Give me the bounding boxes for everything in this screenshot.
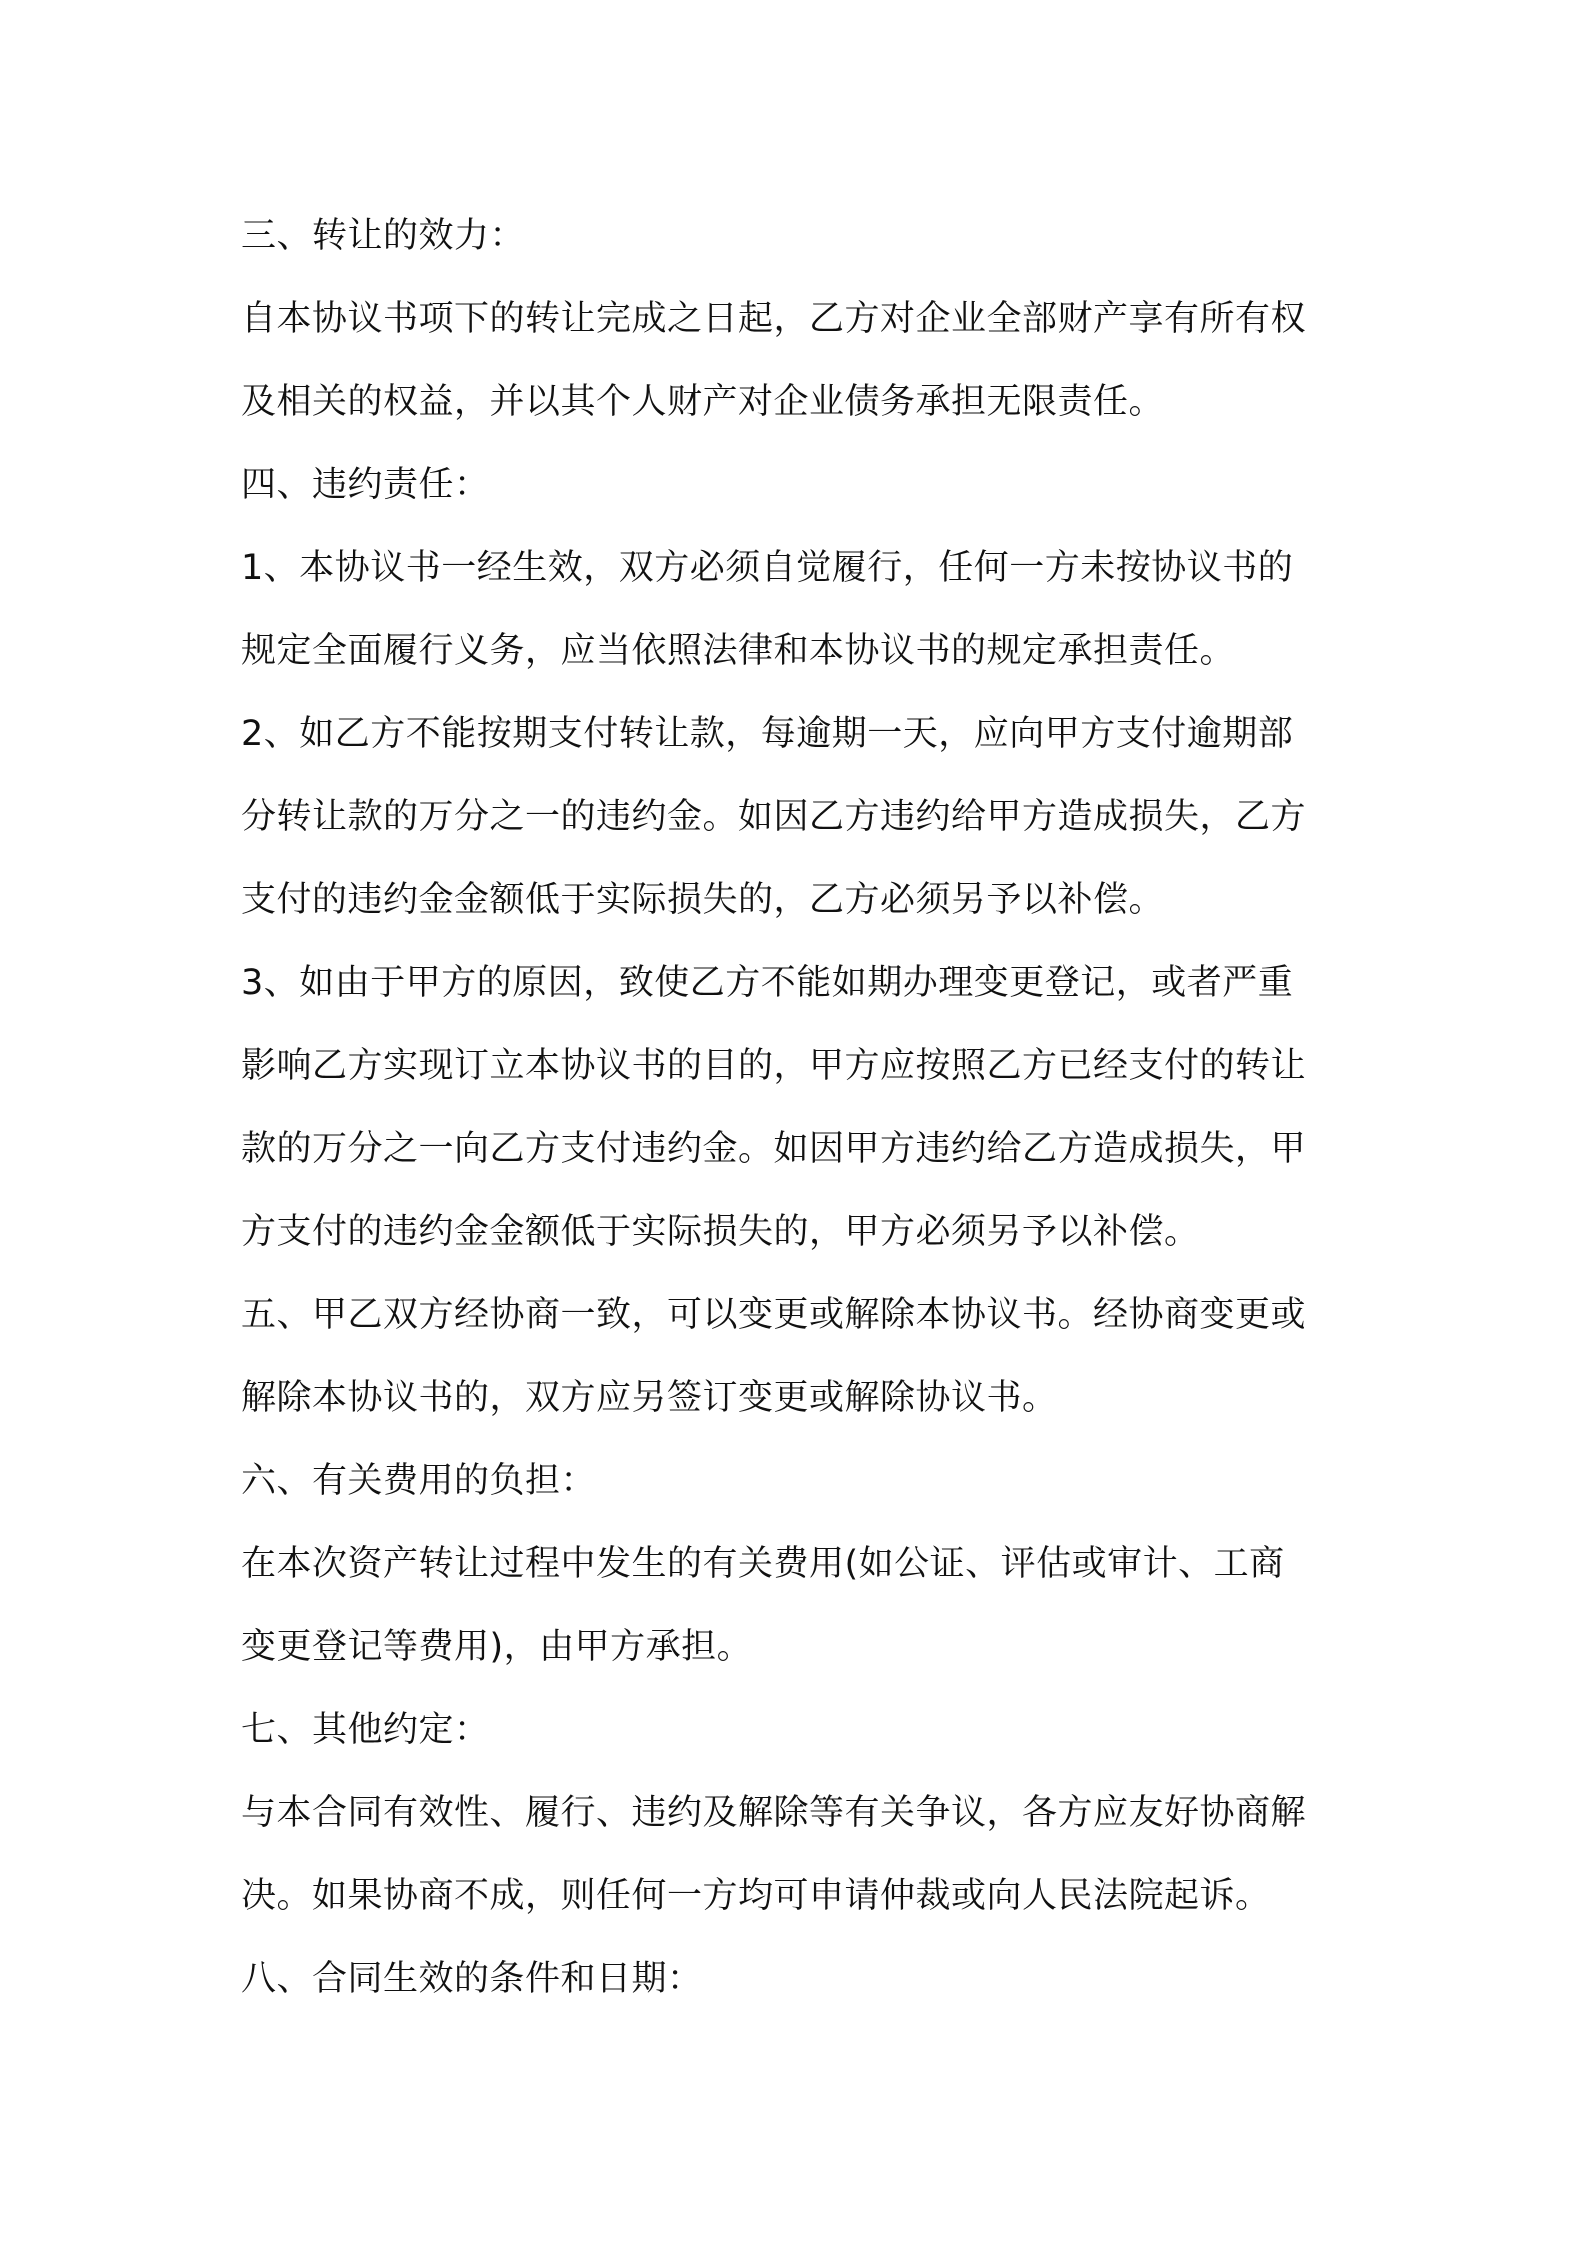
paragraph-line: 支付的违约金金额低于实际损失的，乙方必须另予以补偿。 xyxy=(241,880,1165,920)
paragraph-line: 规定全面履行义务，应当依照法律和本协议书的规定承担责任。 xyxy=(241,631,1236,671)
paragraph-line: 2、如乙方不能按期支付转让款，每逾期一天，应向甲方支付逾期部 xyxy=(241,714,1294,754)
paragraph-line: 款的万分之一向乙方支付违约金。如因甲方违约给乙方造成损失，甲 xyxy=(241,1129,1307,1169)
paragraph-line: 分转让款的万分之一的违约金。如因乙方违约给甲方造成损失，乙方 xyxy=(241,797,1307,837)
section-heading-4: 四、违约责任： xyxy=(241,465,490,505)
paragraph-line: 变更登记等费用)，由甲方承担。 xyxy=(241,1627,753,1667)
section-heading-3: 三、转让的效力： xyxy=(241,216,526,256)
paragraph-line: 影响乙方实现订立本协议书的目的，甲方应按照乙方已经支付的转让 xyxy=(241,1046,1307,1086)
section-heading-6: 六、有关费用的负担： xyxy=(241,1461,597,1501)
paragraph-line: 方支付的违约金金额低于实际损失的，甲方必须另予以补偿。 xyxy=(241,1212,1200,1252)
paragraph-line: 自本协议书项下的转让完成之日起，乙方对企业全部财产享有所有权 xyxy=(241,299,1307,339)
paragraph-line: 决。如果协商不成，则任何一方均可申请仲裁或向人民法院起诉。 xyxy=(241,1876,1271,1916)
document-body xyxy=(241,195,1361,2021)
paragraph-line: 与本合同有效性、履行、违约及解除等有关争议，各方应友好协商解 xyxy=(241,1793,1307,1833)
paragraph-line: 解除本协议书的，双方应另签订变更或解除协议书。 xyxy=(241,1378,1058,1418)
paragraph-line: 1、本协议书一经生效，双方必须自觉履行，任何一方未按协议书的 xyxy=(241,548,1294,588)
paragraph-line: 五、甲乙双方经协商一致，可以变更或解除本协议书。经协商变更或 xyxy=(241,1295,1307,1335)
section-heading-7: 七、其他约定： xyxy=(241,1710,490,1750)
paragraph-line: 及相关的权益，并以其个人财产对企业债务承担无限责任。 xyxy=(241,382,1165,422)
paragraph-line: 3、如由于甲方的原因，致使乙方不能如期办理变更登记，或者严重 xyxy=(241,963,1294,1003)
paragraph-line: 在本次资产转让过程中发生的有关费用(如公证、评估或审计、工商 xyxy=(241,1544,1285,1584)
section-heading-8: 八、合同生效的条件和日期： xyxy=(241,1959,703,1999)
